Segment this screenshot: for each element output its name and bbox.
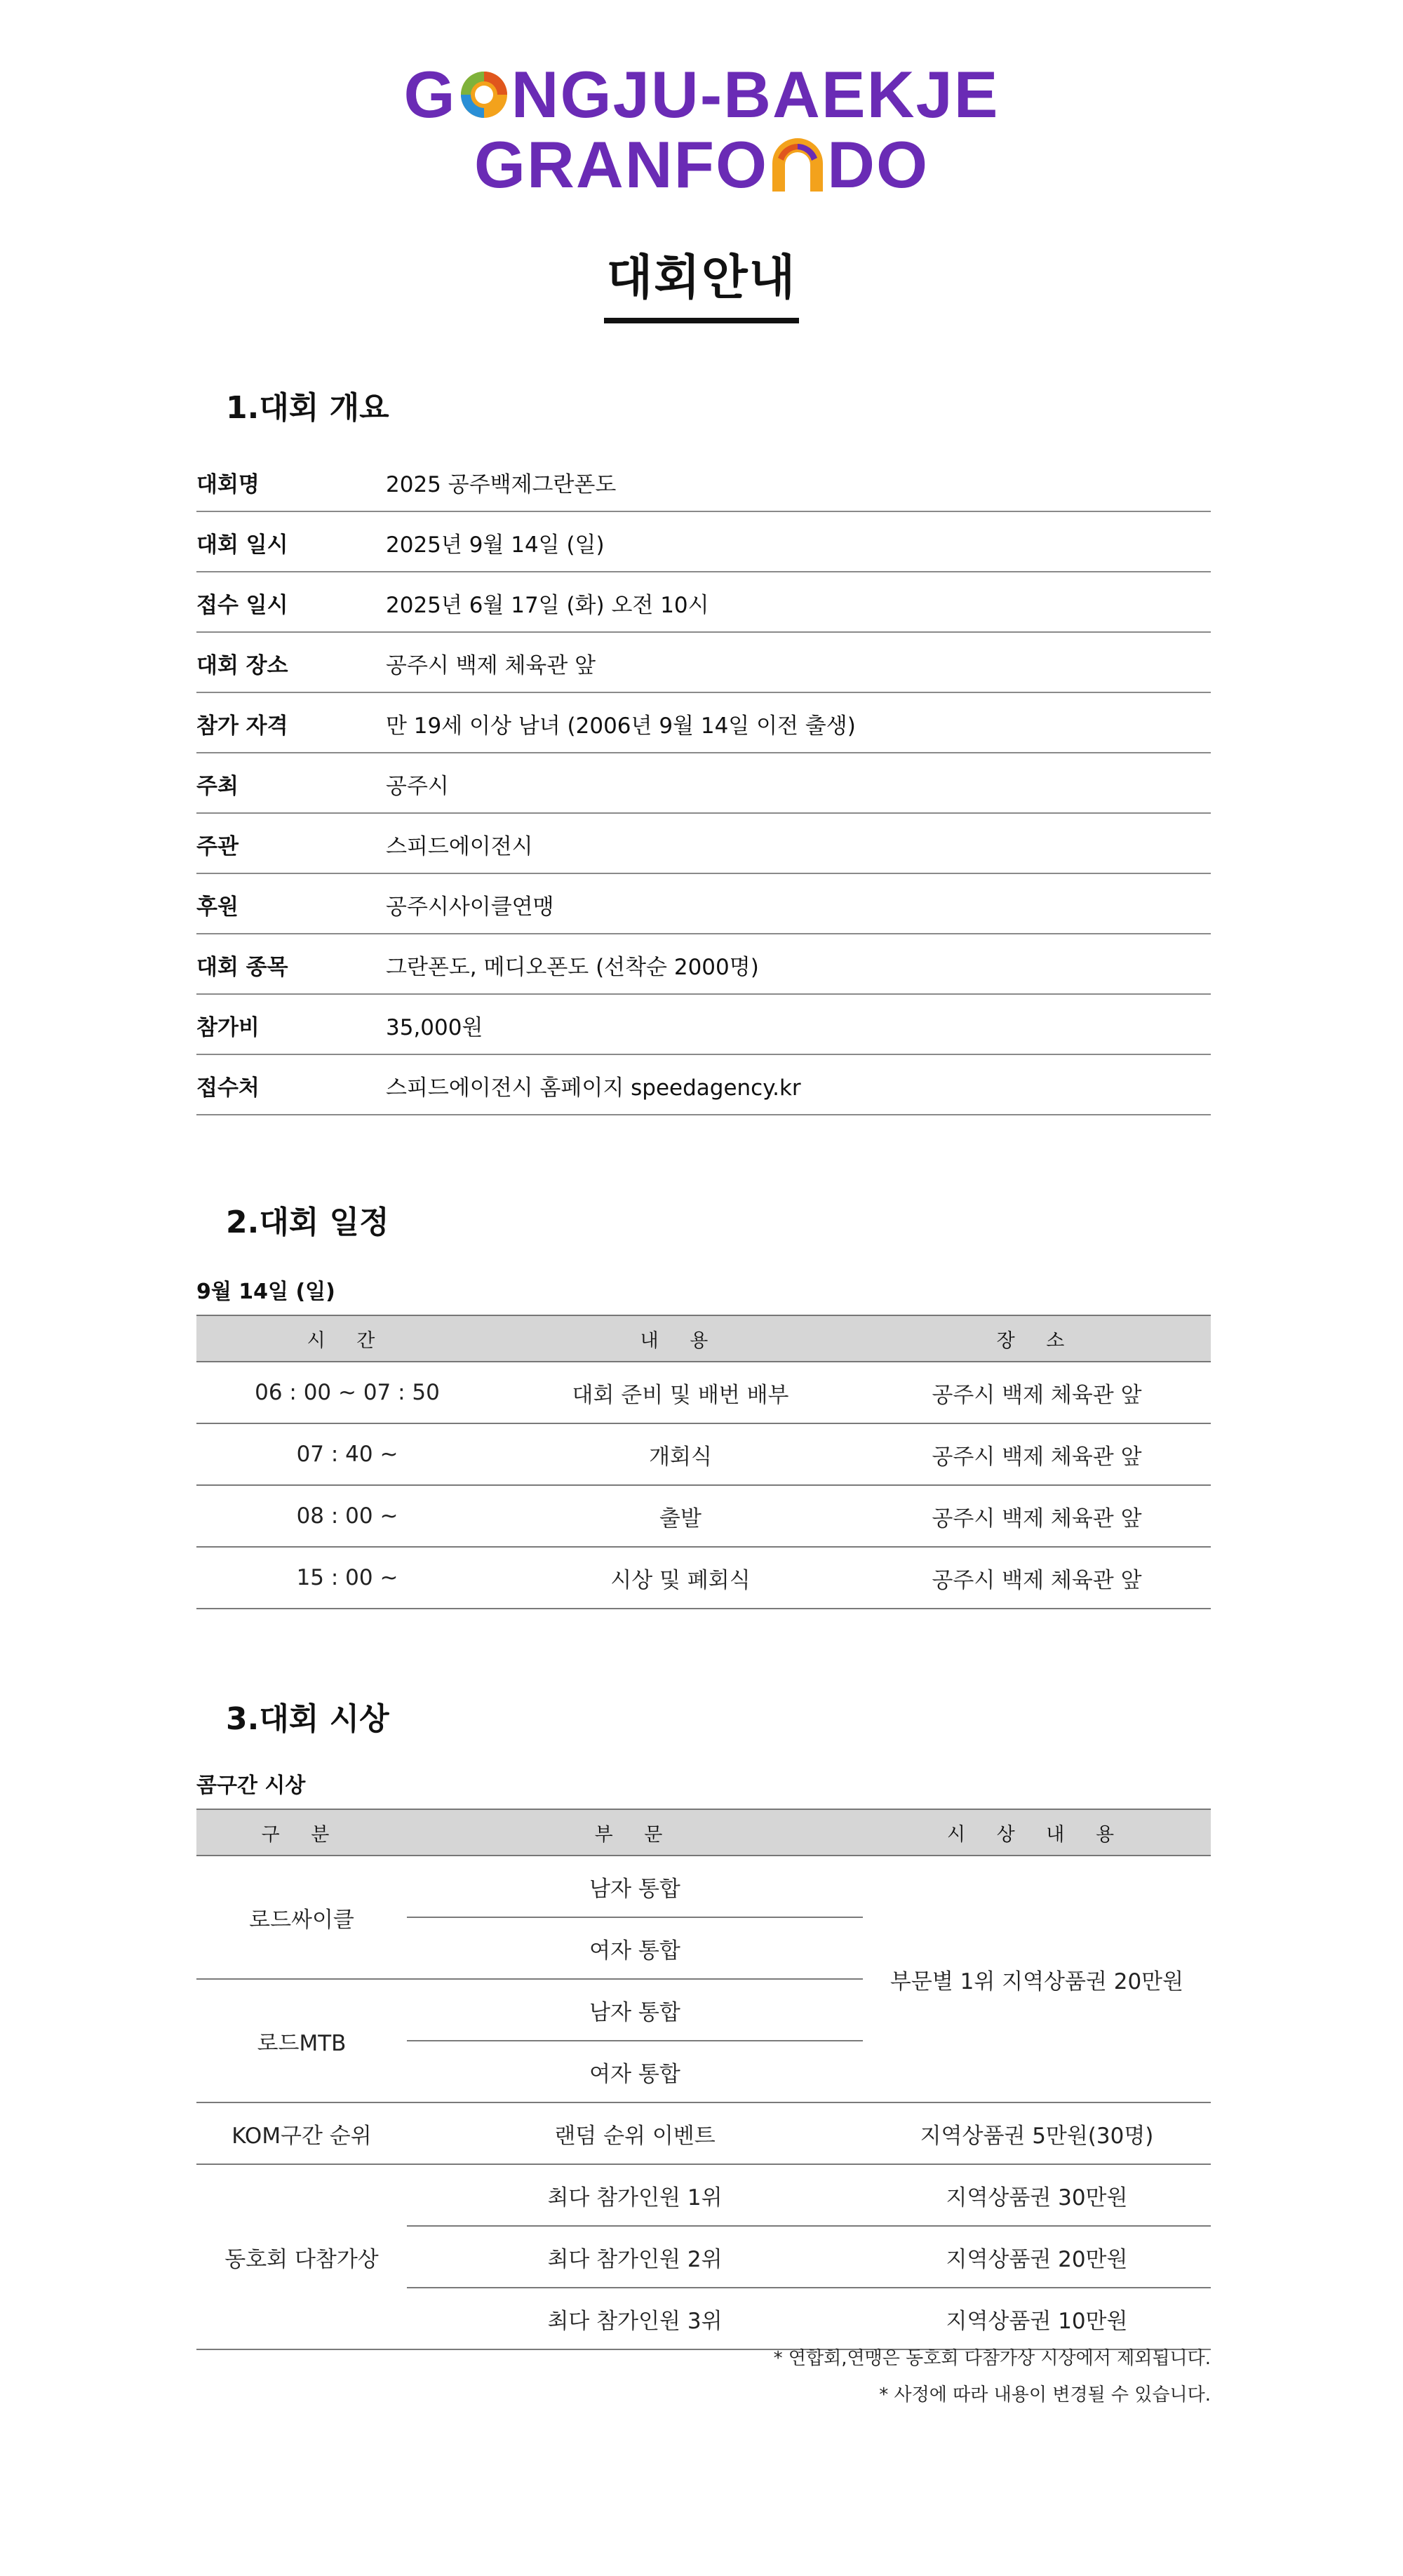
table-row (196, 1856, 1211, 1917)
column-header: 구 분 (196, 1809, 407, 1856)
overview-row (196, 693, 1211, 753)
schedule-place: 공주시 백제 체육관 앞 (863, 1547, 1211, 1609)
schedule-place: 공주시 백제 체육관 앞 (863, 1485, 1211, 1547)
column-header: 부 문 (407, 1809, 863, 1856)
division-cell: 랜덤 순위 이벤트 (407, 2102, 863, 2164)
overview-table (196, 452, 1211, 1115)
prize-cell: 지역상품권 10만원 (863, 2288, 1211, 2349)
prize-cell: 지역상품권 20만원 (863, 2226, 1211, 2288)
section-title-awards: 3.대회 시상 (226, 1701, 389, 1737)
division-cell: 최다 참가인원 3위 (407, 2288, 863, 2349)
overview-value: 만 19세 이상 남녀 (2006년 9월 14일 이전 출생) (386, 713, 856, 739)
overview-label: 대회 장소 (196, 652, 288, 678)
logo-text-granfo: GRANFO (474, 128, 769, 201)
schedule-content: 시상 및 폐회식 (498, 1547, 863, 1609)
overview-row (196, 995, 1211, 1055)
column-header: 시 간 (196, 1315, 498, 1362)
section-title-overview: 1.대회 개요 (226, 390, 389, 426)
overview-value: 스피드에이전시 (386, 833, 533, 859)
overview-label: 대회 종목 (196, 954, 288, 980)
overview-row (196, 874, 1211, 934)
logo-text-rest-1: NGJU-BAEKJE (511, 58, 1000, 131)
overview-value: 2025년 9월 14일 (일) (386, 532, 605, 558)
overview-label: 접수처 (196, 1075, 260, 1101)
overview-value: 스피드에이전시 홈페이지 speedagency.kr (386, 1075, 801, 1101)
prize-cell: 지역상품권 30만원 (863, 2164, 1211, 2226)
schedule-table (196, 1315, 1211, 1609)
table-row (196, 1423, 1211, 1485)
overview-label: 대회명 (196, 471, 260, 497)
overview-value: 공주시 백제 체육관 앞 (386, 652, 596, 678)
overview-label: 참가비 (196, 1014, 260, 1040)
table-row (196, 1485, 1211, 1547)
overview-value: 2025 공주백제그란폰도 (386, 471, 617, 497)
table-row (196, 1362, 1211, 1423)
division-cell: 최다 참가인원 1위 (407, 2164, 863, 2226)
overview-value: 35,000원 (386, 1014, 483, 1040)
overview-row (196, 572, 1211, 633)
schedule-content: 대회 준비 및 배번 배부 (498, 1362, 863, 1423)
overview-label: 주최 (196, 773, 239, 799)
table-row (196, 2102, 1211, 2164)
page-title: 대회안내 (604, 240, 800, 323)
division-cell: 최다 참가인원 2위 (407, 2226, 863, 2288)
arch-gate-icon (768, 137, 827, 193)
category-cell: KOM구간 순위 (196, 2102, 407, 2164)
schedule-time: 06 : 00 ~ 07 : 50 (196, 1362, 498, 1423)
overview-row (196, 753, 1211, 814)
overview-label: 주관 (196, 833, 239, 859)
schedule-content: 출발 (498, 1485, 863, 1547)
overview-label: 접수 일시 (196, 592, 288, 618)
column-header: 내 용 (498, 1315, 863, 1362)
schedule-content: 개회식 (498, 1423, 863, 1485)
column-header: 시 상 내 용 (863, 1809, 1211, 1856)
section-title-schedule: 2.대회 일정 (226, 1205, 389, 1240)
overview-row (196, 1055, 1211, 1115)
category-cell: 로드MTB (196, 1979, 407, 2102)
schedule-time: 07 : 40 ~ (196, 1423, 498, 1485)
division-cell: 남자 통합 (407, 1979, 863, 2041)
logo-line-2 (0, 130, 1403, 200)
schedule-place: 공주시 백제 체육관 앞 (863, 1362, 1211, 1423)
logo-line-1 (0, 60, 1403, 130)
prize-cell: 지역상품권 5만원(30명) (863, 2102, 1211, 2164)
overview-label: 후원 (196, 894, 239, 920)
footnote: * 연합회,연맹은 동호회 다참가상 시상에서 제외됩니다. (773, 2348, 1211, 2369)
overview-value: 공주시 (386, 773, 449, 799)
division-cell: 여자 통합 (407, 1917, 863, 1979)
overview-row (196, 934, 1211, 995)
schedule-place: 공주시 백제 체육관 앞 (863, 1423, 1211, 1485)
logo-text-do: DO (827, 128, 929, 201)
schedule-time: 15 : 00 ~ (196, 1547, 498, 1609)
prize-cell: 부문별 1위 지역상품권 20만원 (863, 1856, 1211, 2102)
column-header: 장 소 (863, 1315, 1211, 1362)
overview-value: 그란폰도, 메디오폰도 (선착순 2000명) (386, 954, 759, 980)
schedule-date: 9월 14일 (일) (196, 1280, 335, 1304)
table-row (196, 1547, 1211, 1609)
overview-value: 공주시사이클연맹 (386, 894, 554, 920)
schedule-time: 08 : 00 ~ (196, 1485, 498, 1547)
table-row (196, 2164, 1211, 2226)
overview-value: 2025년 6월 17일 (화) 오전 10시 (386, 592, 709, 618)
overview-row (196, 633, 1211, 693)
awards-table (196, 1809, 1211, 2350)
page-title-wrapper (0, 240, 1403, 323)
overview-row (196, 452, 1211, 512)
category-cell: 로드싸이클 (196, 1856, 407, 1979)
logo-text-g: G (403, 58, 457, 131)
footnotes (196, 2340, 1211, 2413)
awards-subtitle: 콤구간 시상 (196, 1773, 306, 1798)
sun-wheel-icon (457, 67, 511, 122)
division-cell: 여자 통합 (407, 2041, 863, 2102)
footnote: * 사정에 따라 내용이 변경될 수 있습니다. (879, 2384, 1211, 2406)
overview-label: 참가 자격 (196, 713, 288, 739)
overview-row (196, 814, 1211, 874)
overview-label: 대회 일시 (196, 532, 288, 558)
category-cell: 동호회 다참가상 (196, 2164, 407, 2349)
event-logo (0, 60, 1403, 200)
table-header-row (196, 1315, 1211, 1362)
overview-row (196, 512, 1211, 572)
division-cell: 남자 통합 (407, 1856, 863, 1917)
table-header-row (196, 1809, 1211, 1856)
